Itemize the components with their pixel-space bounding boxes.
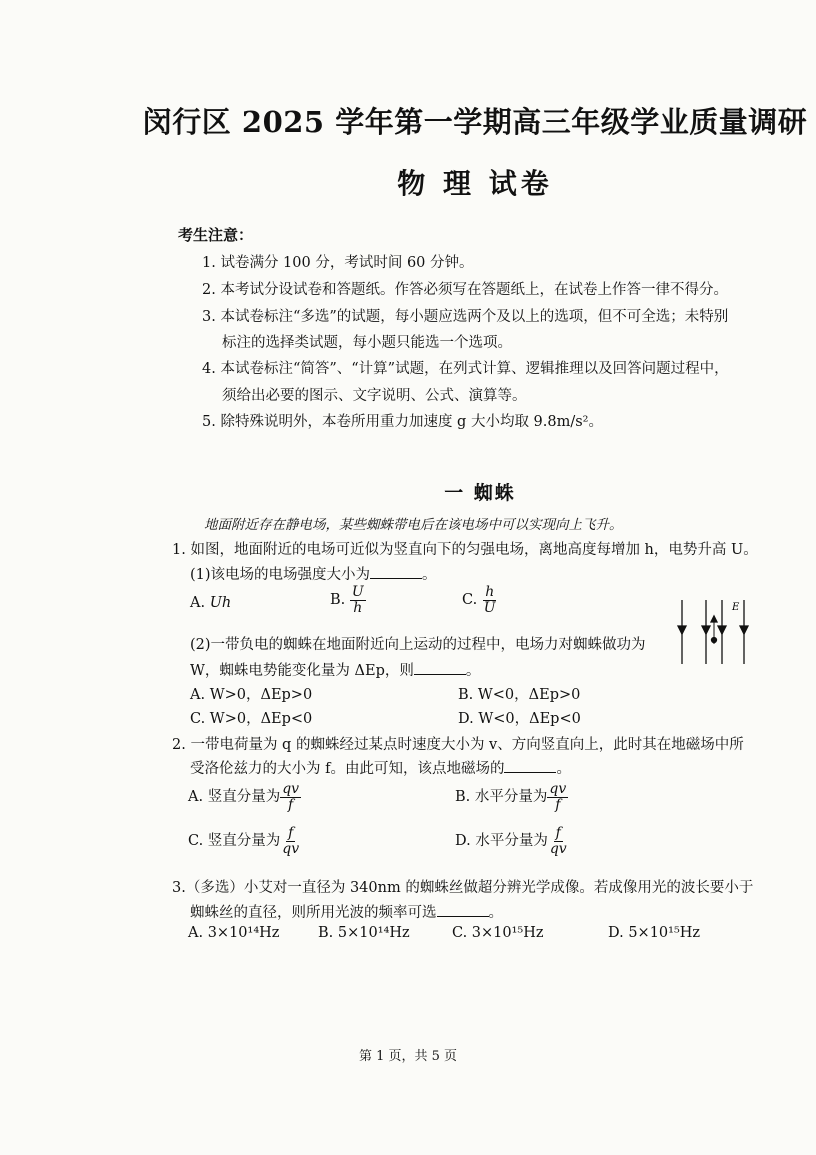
denominator: qv	[549, 840, 567, 857]
page-footer: 第 1 页，共 5 页	[358, 1049, 458, 1064]
option-text: D. 水平分量为	[455, 833, 548, 850]
q1-part1-text: (1)该电场的电场强度大小为	[190, 567, 371, 583]
numerator: f	[555, 825, 561, 841]
notice-heading: 考生注意：	[178, 226, 254, 244]
fraction	[280, 826, 301, 856]
notice-item: 4. 本试卷标注“简答”、“计算”试题，在列式计算、逻辑推理以及回答问题过程中，	[202, 361, 729, 377]
denominator: U	[483, 599, 496, 616]
option-label: A.	[190, 595, 206, 611]
q1-part2-end: 。	[465, 663, 481, 679]
section-intro: 地面附近存在静电场，某些蜘蛛带电后在该电场中可以实现向上飞升。	[204, 517, 623, 533]
answer-blank	[504, 760, 556, 773]
q1-part2-line2	[190, 659, 480, 680]
q1-opt2-a: A. W>0，ΔEp>0	[190, 687, 313, 703]
fraction	[547, 782, 568, 812]
q3-opt-b: B. 5×10¹⁴Hz	[318, 925, 410, 941]
fraction	[548, 826, 569, 856]
answer-blank	[414, 662, 466, 675]
option-value: Uh	[209, 595, 232, 611]
option-label: C.	[462, 592, 478, 609]
fraction	[350, 585, 366, 615]
q2-opt-a	[188, 782, 301, 812]
denominator: h	[353, 599, 363, 616]
q2-line2	[190, 757, 571, 778]
exam-subtitle: 物 理 试卷	[397, 167, 553, 200]
denominator: f	[555, 796, 561, 813]
electric-field-figure	[670, 596, 760, 668]
exam-title: 闵行区 2025 学年第一学期高三年级学业质量调研	[142, 105, 808, 139]
notice-item: 标注的选择类试题，每小题只能选一个选项。	[222, 335, 512, 351]
notice-item: 3. 本试卷标注“多选”的试题，每小题应选两个及以上的选项，但不可全选；未特别	[202, 309, 729, 325]
answer-blank	[370, 566, 422, 579]
q3-opt-a: A. 3×10¹⁴Hz	[188, 925, 280, 941]
q1-part1	[190, 563, 437, 584]
q1-part1-end: 。	[422, 567, 437, 583]
fraction	[482, 585, 498, 615]
q1-opt-a	[190, 595, 231, 611]
q3-line2	[190, 901, 503, 922]
option-label: B.	[330, 592, 346, 609]
notice-item: 5. 除特殊说明外，本卷所用重力加速度 g 大小均取 9.8m/s²。	[202, 414, 603, 430]
numerator: qv	[549, 781, 567, 797]
notice-item: 1. 试卷满分 100 分，考试时间 60 分钟。	[202, 255, 474, 271]
denominator: qv	[282, 840, 300, 857]
q1-part2-line1: (2)一带负电的蜘蛛在地面附近向上运动的过程中，电场力对蜘蛛做功为	[190, 637, 646, 653]
q2-opt-d	[455, 826, 569, 856]
field-label: E	[732, 602, 740, 613]
numerator: qv	[282, 781, 300, 797]
q1-stem: 1. 如图，地面附近的电场可近似为竖直向下的匀强电场，离地高度每增加 h，电势升高 U。	[172, 542, 758, 558]
q3-line1: 3.（多选）小艾对一直径为 340nm 的蜘蛛丝做超分辨光学成像。若成像用光的波长要小于	[172, 880, 754, 896]
numerator: U	[351, 584, 364, 600]
numerator: f	[288, 825, 294, 841]
q1-part2-text: W，蜘蛛电势能变化量为 ΔEp，则	[190, 663, 414, 679]
q1-opt2-b: B. W<0，ΔEp>0	[458, 687, 581, 703]
denominator: f	[288, 796, 294, 813]
q3-text: 蜘蛛丝的直径，则所用光波的频率可选	[190, 905, 437, 921]
section-heading: 一 蜘蛛	[444, 482, 516, 504]
q1-opt2-d: D. W<0，ΔEp<0	[458, 711, 581, 727]
q3-end: 。	[488, 905, 503, 921]
numerator: h	[485, 584, 495, 600]
option-text: B. 水平分量为	[455, 789, 548, 806]
q2-opt-c	[188, 826, 301, 856]
q1-opt-c	[462, 585, 498, 615]
q1-opt-b	[330, 585, 366, 615]
q2-text: 受洛伦兹力的大小为 f。由此可知，该点地磁场的	[190, 761, 505, 777]
option-text: C. 竖直分量为	[188, 833, 281, 850]
q1-opt2-c: C. W>0，ΔEp<0	[190, 711, 313, 727]
fraction	[280, 782, 301, 812]
answer-blank	[437, 904, 489, 917]
notice-item: 2. 本考试分设试卷和答题纸。作答必须写在答题纸上，在试卷上作答一律不得分。	[202, 282, 728, 298]
q3-opt-c: C. 3×10¹⁵Hz	[452, 925, 544, 941]
notice-item: 须给出必要的图示、文字说明、公式、演算等。	[222, 388, 527, 404]
q2-end: 。	[556, 761, 571, 777]
q2-opt-b	[455, 782, 568, 812]
q2-line1: 2. 一带电荷量为 q 的蜘蛛经过某点时速度大小为 v、方向竖直向上，此时其在地磁场中所	[172, 737, 744, 753]
q3-opt-d: D. 5×10¹⁵Hz	[608, 925, 701, 941]
option-text: A. 竖直分量为	[188, 789, 281, 806]
